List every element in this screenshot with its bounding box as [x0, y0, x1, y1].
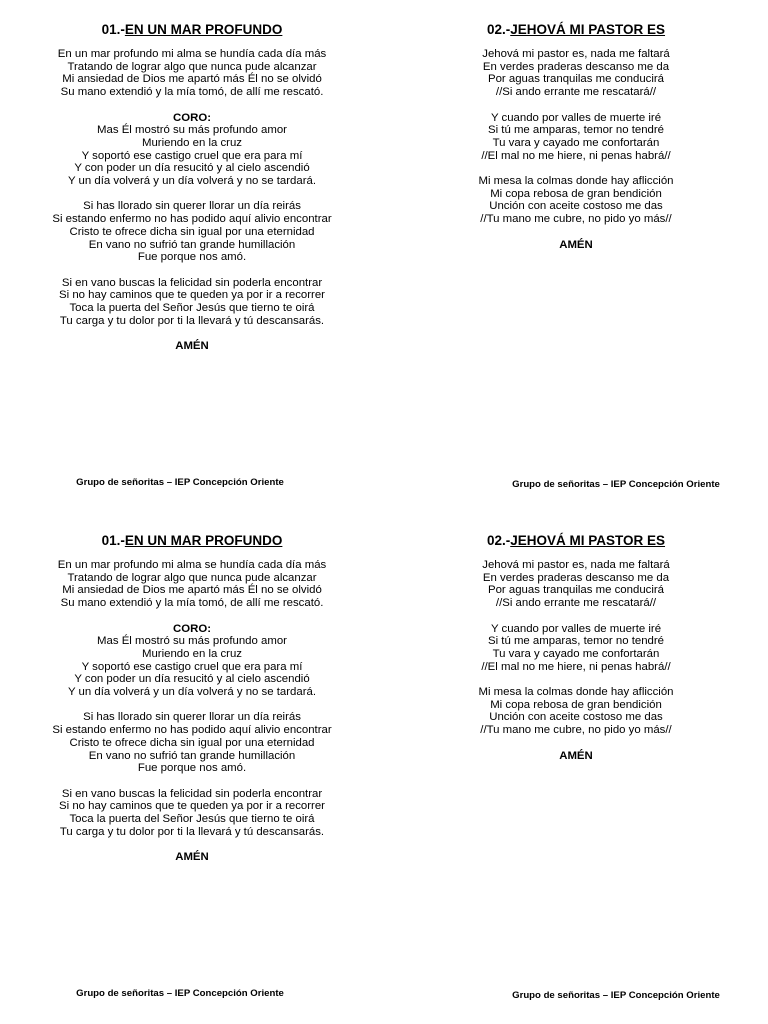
lyric-line: Toca la puerta del Señor Jesús que tierno te oirá [69, 302, 315, 315]
lyric-line: Si en vano buscas la felicidad sin poderla encontrar [61, 787, 323, 800]
lyric-line: Mas Él mostró su más profundo amor [97, 124, 287, 137]
lyric-line: Y cuando por valles de muerte iré [490, 111, 662, 124]
lyric-line: //Tu mano me cubre, no pido yo más// [480, 213, 672, 226]
lyric-line: Muriendo en la cruz [141, 647, 243, 660]
song1-card-top [0, 0, 384, 512]
lyric-line: Mas Él mostró su más profundo amor [97, 635, 287, 648]
lyric-line: Si tú me amparas, temor no tendré [487, 635, 664, 648]
lyric-line: En verdes praderas descanso me da [482, 60, 670, 73]
song2-lyrics [404, 559, 748, 762]
lyric-line: Jehová mi pastor es, nada me faltará [482, 48, 670, 60]
song2-number: 02.- [486, 533, 511, 548]
song1-number: 01.- [101, 533, 125, 548]
coro-label: CORO: [173, 111, 211, 124]
lyric-line: Mi mesa la colmas donde hay aflicción [478, 686, 674, 698]
lyric-line: Fue porque nos amó. [137, 251, 247, 264]
song1-card-bottom [0, 511, 384, 1023]
song1-name: EN UN MAR PROFUNDO [124, 22, 283, 37]
amen-label: AMÉN [559, 238, 593, 251]
lyric-line: Por aguas tranquilas me conducirá [487, 584, 665, 597]
lyric-line: Y soportó ese castigo cruel que era para mí [81, 149, 303, 162]
lyric-line: En un mar profundo mi alma se hundía cada día más [57, 48, 327, 60]
lyric-line: Toca la puerta del Señor Jesús que tierno te oirá [69, 813, 315, 826]
song2-title [384, 21, 768, 39]
song1-name: EN UN MAR PROFUNDO [124, 533, 283, 548]
lyric-line: Mi mesa la colmas donde hay aflicción [478, 175, 674, 187]
lyric-line: Unción con aceite costoso me das [489, 200, 663, 213]
lyric-line: Y un día volverá y un día volverá y no se tardará. [68, 175, 316, 188]
song2-number: 02.- [486, 22, 511, 37]
lyric-line: Si estando enfermo no has podido aquí alivio encontrar [52, 213, 332, 226]
lyric-line: Cristo te ofrece dicha sin igual por una eternidad [69, 225, 315, 238]
lyric-line: Tu carga y tu dolor por ti la llevará y tú descansarás. [59, 314, 325, 327]
lyric-line: Tu carga y tu dolor por ti la llevará y tú descansarás. [59, 825, 325, 838]
footer-credit: Grupo de señoritas – IEP Concepción Oriente [76, 988, 284, 999]
song2-name: JEHOVÁ MI PASTOR ES [510, 22, 666, 37]
lyric-line: //Si ando errante me rescatará// [495, 86, 657, 99]
lyric-line: Y cuando por valles de muerte iré [490, 622, 662, 635]
lyric-line: Si has llorado sin querer llorar un día reirás [83, 200, 301, 213]
lyric-line: Si has llorado sin querer llorar un día reirás [83, 711, 301, 724]
lyric-line: Mi copa rebosa de gran bendición [490, 187, 662, 200]
lyric-line: En verdes praderas descanso me da [482, 571, 670, 584]
lyric-line: Tu vara y cayado me confortarán [492, 136, 660, 149]
lyric-line: Si no hay caminos que te queden ya por ir a recorrer [59, 800, 325, 813]
lyric-line: Si en vano buscas la felicidad sin poderla encontrar [61, 276, 323, 289]
lyric-line: En vano no sufrió tan grande humillación [88, 749, 296, 762]
song1-title [0, 532, 384, 550]
song1-lyrics [12, 559, 372, 864]
lyric-line: Su mano extendió y la mía tomó, de allí me rescató. [60, 86, 324, 99]
amen-label: AMÉN [175, 851, 209, 864]
lyric-line: Unción con aceite costoso me das [489, 711, 663, 724]
lyric-line: //El mal no me hiere, ni penas habrá// [481, 149, 671, 162]
lyric-line: //Si ando errante me rescatará// [495, 597, 657, 610]
lyric-line: Tu vara y cayado me confortarán [492, 647, 660, 660]
lyric-line: Y con poder un día resucitó y al cielo ascendió [74, 673, 310, 686]
lyric-line: Cristo te ofrece dicha sin igual por una eternidad [69, 736, 315, 749]
song1-lyrics [12, 48, 372, 353]
lyric-line: Jehová mi pastor es, nada me faltará [482, 559, 670, 571]
lyric-line: Si no hay caminos que te queden ya por ir a recorrer [59, 289, 325, 302]
lyric-line: //El mal no me hiere, ni penas habrá// [481, 660, 671, 673]
lyric-line: Mi ansiedad de Dios me apartó más Él no se olvidó [62, 584, 322, 597]
lyric-line: //Tu mano me cubre, no pido yo más// [480, 724, 672, 737]
lyric-line: Mi copa rebosa de gran bendición [490, 698, 662, 711]
lyric-line: En un mar profundo mi alma se hundía cada día más [57, 559, 327, 571]
footer-credit: Grupo de señoritas – IEP Concepción Oriente [512, 479, 720, 490]
song2-card-bottom [384, 511, 768, 1023]
song2-card-top [384, 0, 768, 512]
song1-title [0, 21, 384, 39]
lyric-line: Si tú me amparas, temor no tendré [487, 124, 664, 137]
lyric-line: En vano no sufrió tan grande humillación [88, 238, 296, 251]
lyric-line: Tratando de lograr algo que nunca pude alcanzar [67, 571, 317, 584]
lyric-line: Y soportó ese castigo cruel que era para mí [81, 660, 303, 673]
footer-credit: Grupo de señoritas – IEP Concepción Oriente [512, 990, 720, 1001]
lyric-line: Por aguas tranquilas me conducirá [487, 73, 665, 86]
song2-name: JEHOVÁ MI PASTOR ES [510, 533, 666, 548]
lyric-line: Y un día volverá y un día volverá y no se tardará. [68, 686, 316, 699]
song2-title [384, 532, 768, 550]
lyric-line: Fue porque nos amó. [137, 762, 247, 775]
lyric-line: Tratando de lograr algo que nunca pude alcanzar [67, 60, 317, 73]
amen-label: AMÉN [559, 749, 593, 762]
song2-lyrics [404, 48, 748, 251]
footer-credit: Grupo de señoritas – IEP Concepción Oriente [76, 477, 284, 488]
lyric-line: Mi ansiedad de Dios me apartó más Él no se olvidó [62, 73, 322, 86]
song1-number: 01.- [101, 22, 125, 37]
lyric-line: Y con poder un día resucitó y al cielo ascendió [74, 162, 310, 175]
lyric-line: Si estando enfermo no has podido aquí alivio encontrar [52, 724, 332, 737]
coro-label: CORO: [173, 622, 211, 635]
lyric-line: Muriendo en la cruz [141, 136, 243, 149]
lyric-line: Su mano extendió y la mía tomó, de allí me rescató. [60, 597, 324, 610]
amen-label: AMÉN [175, 340, 209, 353]
